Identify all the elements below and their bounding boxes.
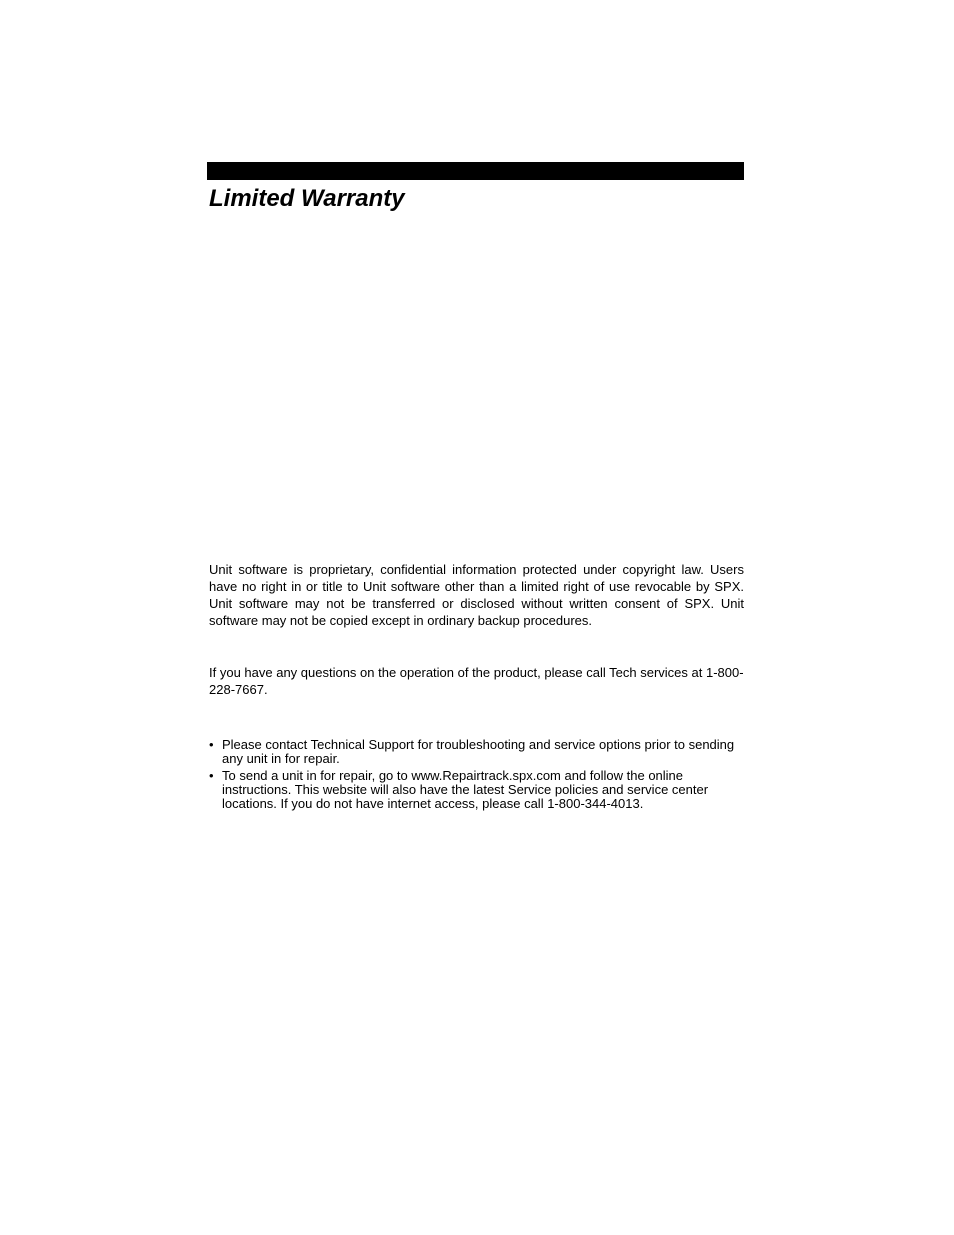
software-notice-paragraph: Unit software is proprietary, confidential information protected under copyright law. Users have no right in or title to Unit software other than a limited right of use revocable by SPX. Unit software may not be transferred or disclosed without written consent of SPX. Unit software may not be copied except in ordinary backup procedures. (209, 562, 744, 628)
repair-instructions-list (209, 738, 744, 814)
section-header-bar (207, 162, 744, 180)
list-item (209, 769, 744, 811)
page-title: Limited Warranty (209, 185, 405, 212)
list-item (209, 738, 744, 766)
bullet-icon: • (209, 768, 214, 783)
list-item-text: To send a unit in for repair, go to www.Repairtrack.spx.com and follow the online instructions. This website will also have the latest Service policies and service center locations. If you do not have internet access, please call 1-800-344-4013. (222, 768, 709, 811)
tech-services-paragraph: If you have any questions on the operation of the product, please call Tech services at 1-800-228-7667. (209, 665, 744, 697)
list-item-text: Please contact Technical Support for troubleshooting and service options prior to sending any unit in for repair. (222, 737, 735, 766)
bullet-icon: • (209, 737, 214, 752)
